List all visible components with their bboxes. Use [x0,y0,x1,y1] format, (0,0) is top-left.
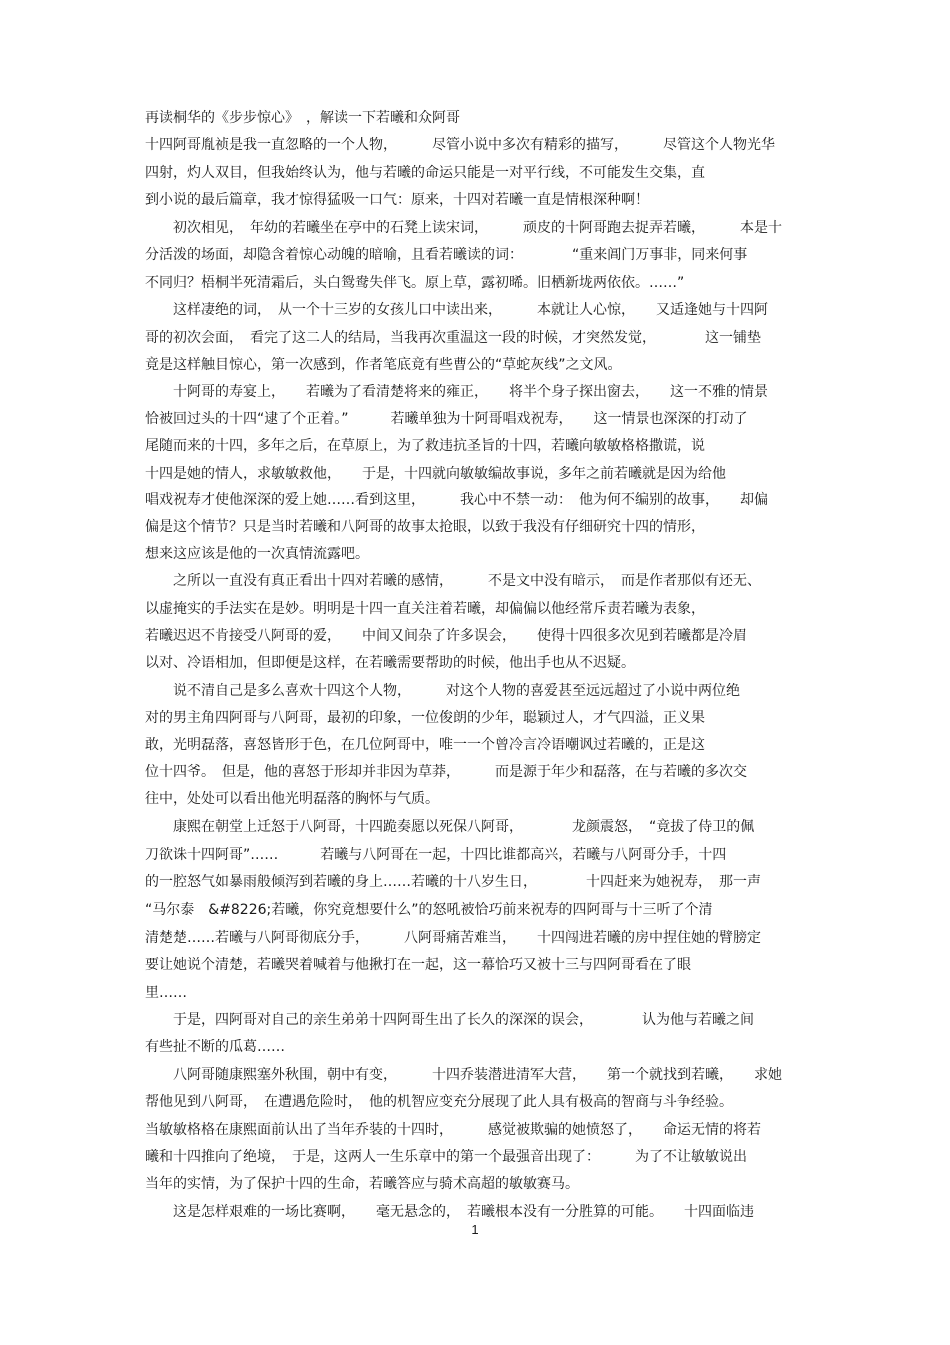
text-line: 初次相见， 年幼的若曦坐在亭中的石凳上读宋词， 顽皮的十阿哥跑去捉弄若曦， 本是十 [145,220,782,236]
text-line: 敢，光明磊落，喜怒皆形于色，在几位阿哥中，唯一一个曾冷言冷语嘲讽过若曦的，正是这 [145,737,705,753]
text-line: 哥的初次会面， 看完了这二人的结局，当我再次重温这一段的时候，才突然发觉， 这一铺垫 [145,330,761,346]
text-line: 当敏敏格格在康熙面前认出了当年乔装的十四时， 感觉被欺骗的她愤怒了， 命运无情的将若 [145,1122,761,1138]
text-line: “马尔泰 &#8226;若曦，你究竟想要什么”的怒吼被恰巧前来祝寿的四阿哥与十三听了个清 [145,902,713,918]
text-line: 这是怎样艰难的一场比赛啊， 毫无悬念的， 若曦根本没有一分胜算的可能。 十四面临违 [145,1204,754,1220]
text-line: 想来这应该是他的一次真情流露吧。 [145,546,369,562]
text-line: 对的男主角四阿哥与八阿哥，最初的印象，一位俊朗的少年，聪颖过人，才气四溢，正义果 [145,710,705,726]
text-line: 清楚楚……若曦与八阿哥彻底分手， 八阿哥痛苦难当， 十四闯进若曦的房中捏住她的臂膀定 [145,930,761,946]
text-line: 里…… [145,985,187,1001]
text-line: 说不清自己是多么喜欢十四这个人物， 对这个人物的喜爱甚至远远超过了小说中两位绝 [145,683,740,699]
text-line: 于是，四阿哥对自己的亲生弟弟十四阿哥生出了长久的深深的误会， 认为他与若曦之间 [145,1012,754,1028]
text-line: 分活泼的场面，却隐含着惊心动魄的暗喻，且看若曦读的词： “重来阊门万事非，同来何事 [145,247,748,263]
text-line: 四射，灼人双目，但我始终认为，他与若曦的命运只能是一对平行线，不可能发生交集，直 [145,165,705,181]
text-line: 十四是她的情人，求敏敏救他， 于是，十四就向敏敏编故事说，多年之前若曦就是因为给他 [145,466,726,482]
text-line: 康熙在朝堂上迁怒于八阿哥，十四跪奏愿以死保八阿哥， 龙颜震怒， “竟拔了侍卫的佩 [145,819,755,835]
text-line: 位十四爷。 但是，他的喜怒于形却并非因为草莽， 而是源于年少和磊落，在与若曦的多次交 [145,764,747,780]
text-line: 的一腔怒气如暴雨般倾泻到若曦的身上……若曦的十八岁生日， 十四赶来为她祝寿， 那一声 [145,874,761,890]
text-line: 往中，处处可以看出他光明磊落的胸怀与气质。 [145,791,439,807]
text-line: 恰被回过头的十四“逮了个正着。” 若曦单独为十阿哥唱戏祝寿， 这一情景也深深的打动了 [145,411,748,427]
text-line: 再读桐华的《步步惊心》 ，解读一下若曦和众阿哥 [145,110,460,126]
text-line: 当年的实情，为了保护十四的生命，若曦答应与骑术高超的敏敏赛马。 [145,1176,579,1192]
text-line: 若曦迟迟不肯接受八阿哥的爱， 中间又间杂了许多误会， 使得十四很多次见到若曦都是冷眉 [145,628,747,644]
text-line: 偏是这个情节？只是当时若曦和八阿哥的故事太抢眼，以致于我没有仔细研究十四的情形， [145,519,705,535]
text-line: 帮他见到八阿哥， 在遭遇危险时， 他的机智应变充分展现了此人具有极高的智商与斗争经验。 [145,1094,733,1110]
page-number: 1 [471,1222,479,1237]
text-line: 这样凄绝的词， 从一个十三岁的女孩儿口中读出来， 本就让人心惊， 又适逢她与十四阿 [145,302,768,318]
text-line: 唱戏祝寿才使他深深的爱上她……看到这里， 我心中不禁一动： 他为何不编别的故事， 却偏 [145,492,768,508]
text-line: 不同归？梧桐半死清霜后，头白鸳鸯失伴飞。原上草，露初晞。旧栖新垅两依依。……” [145,275,685,291]
text-line: 有些扯不断的瓜葛…… [145,1039,285,1055]
text-line: 到小说的最后篇章，我才惊得猛吸一口气：原来，十四对若曦一直是情根深种啊！ [145,192,649,208]
text-line: 十四阿哥胤祯是我一直忽略的一个人物， 尽管小说中多次有精彩的描写， 尽管这个人物光华 [145,137,775,153]
text-line: 竟是这样触目惊心，第一次感到，作者笔底竟有些曹公的“草蛇灰线”之文风。 [145,357,622,373]
text-line: 曦和十四推向了绝境， 于是，这两人一生乐章中的第一个最强音出现了： 为了不让敏敏说出 [145,1149,747,1165]
text-line: 以对、冷语相加，但即便是这样，在若曦需要帮助的时候，他出手也从不迟疑。 [145,655,635,671]
text-line: 之所以一直没有真正看出十四对若曦的感情， 不是文中没有暗示， 而是作者那似有还无、 [145,573,761,589]
text-line: 八阿哥随康熙塞外秋围，朝中有变， 十四乔装潜进清军大营， 第一个就找到若曦， 求她 [145,1067,782,1083]
text-line: 十阿哥的寿宴上， 若曦为了看清楚将来的雍正， 将半个身子探出窗去， 这一不雅的情景 [145,384,768,400]
text-line: 尾随而来的十四，多年之后，在草原上，为了救违抗圣旨的十四，若曦向敏敏格格撒谎，说 [145,438,705,454]
text-line: 要让她说个清楚，若曦哭着喊着与他揪打在一起，这一幕恰巧又被十三与四阿哥看在了眼 [145,957,691,973]
text-line: 以虚掩实的手法实在是妙。明明是十四一直关注着若曦，却偏偏以他经常斥责若曦为表象， [145,601,705,617]
text-line: 刀欲诛十四阿哥”…… 若曦与八阿哥在一起，十四比谁都高兴，若曦与八阿哥分手，十四 [145,847,727,863]
